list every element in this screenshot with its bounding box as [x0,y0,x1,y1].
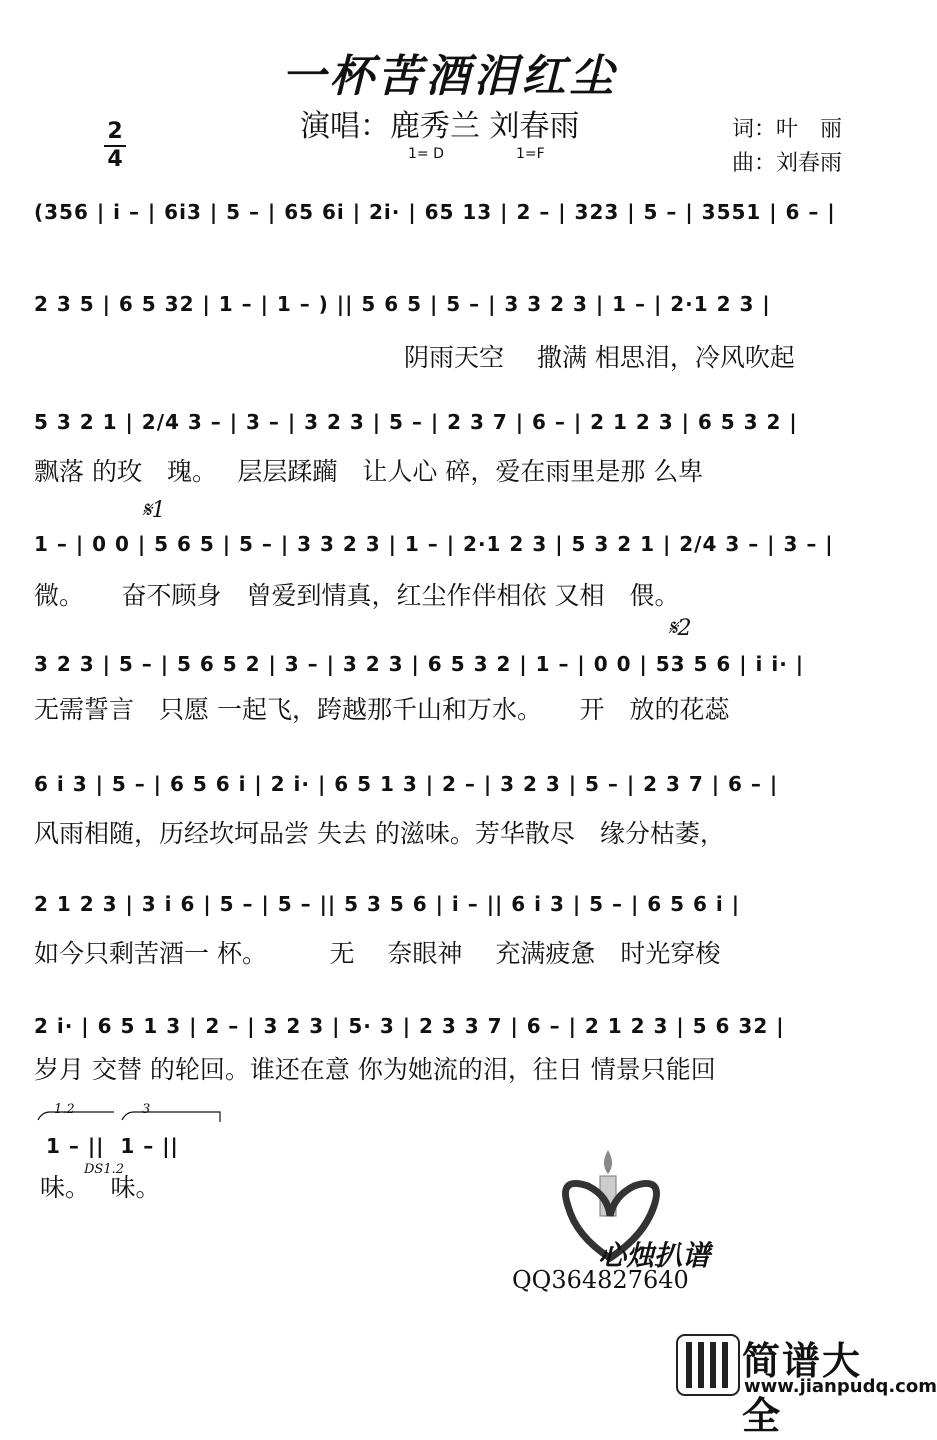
score-row-3-lyrics: 飘落 的玫 瑰。 层层蹂躏 让人心 碎，爱在雨里是那 么卑 [34,457,704,486]
logo-text: 心烛扒谱 [598,1239,711,1272]
lyricist-credit: 词：叶 丽 [732,117,843,142]
song-title: 一杯苦酒泪红尘 [281,51,618,102]
score-row-4-notes: 1 – | 0 0 | 5 6 5 | 5 – | 3 3 2 3 | 1 – | 2·1 2 3 | 5 3 2 1 | 2/4 3 – | 3 – | [34,532,834,556]
score-row-4-lyrics: 微。 奋不顾身 曾爱到情真，红尘作伴相依 又相 偎。 [34,581,680,610]
score-row-5-lyrics: 无需誓言 只愿 一起飞，跨越那千山和万水。 开 放的花蕊 [34,695,730,724]
score-row-7-lyrics: 如今只剩苦酒一 杯。 无 奈眼神 充满疲惫 时光穿梭 [34,939,721,968]
score-row-2-lyrics: 阴雨天空 撒满 相思泪，冷风吹起 [404,343,795,372]
score-row-5-notes: 3 2 3 | 5 – | 5 6 5 2 | 3 – | 3 2 3 | 6 5 3 2 | 1 – | 0 0 | 53 5 6 | i i· | [34,652,805,676]
volta-label-2: 3 [142,1102,151,1117]
score-row-2-notes: 2 3 5 | 6 5 32 | 1 – | 1 – ) || 5 6 5 | 5 – | 3 3 2 3 | 1 – | 2·1 2 3 | [34,292,771,316]
score-row-7-notes: 2 1 2 3 | 3 i 6 | 5 – | 5 – || 5 3 5 6 | i – || 6 i 3 | 5 – | 6 5 6 i | [34,892,740,916]
volta-label-1: 1.2 [54,1102,75,1117]
key-signature-1: 1= D [408,146,444,162]
site-url: www.jianpudq.com [744,1376,937,1397]
time-signature-bottom: 4 [107,147,123,172]
score-row-9-lyrics: 味。 味。 [40,1173,161,1202]
time-signature [104,120,126,172]
score-row-8-lyrics: 岁月 交替 的轮回。谁还在意 你为她流的泪，往日 情景只能回 [34,1055,716,1084]
score-row-6-lyrics: 风雨相随，历经坎坷品尝 失去 的滋味。芳华散尽 缘分枯萎， [34,819,725,848]
score-row-1-notes: (356 | i – | 6i3 | 5 – | 65 6i | 2i· | 65 13 | 2 – | 323 | 5 – | 3551 | 6 – | [34,200,836,224]
segno-sign-2: 𝄋2 [668,616,692,641]
ds-mark: DS1.2 [84,1162,125,1177]
singers-label: 演唱：鹿秀兰 刘春雨 [300,109,580,144]
qq-number: QQ364827640 [512,1266,689,1294]
score-row-3-notes: 5 3 2 1 | 2/4 3 – | 3 – | 3 2 3 | 5 – | 2 3 7 | 6 – | 2 1 2 3 | 6 5 3 2 | [34,410,798,434]
site-name: 简谱大全 [742,1339,863,1438]
composer-credit: 曲：刘春雨 [732,151,843,176]
score-row-9-notes: 1 – || 1 – || [46,1134,179,1158]
score-row-8-notes: 2 i· | 6 5 1 3 | 2 – | 3 2 3 | 5· 3 | 2 3 3 7 | 6 – | 2 1 2 3 | 5 6 32 | [34,1014,785,1038]
time-signature-top: 2 [107,119,123,144]
segno-sign-1: 𝄋1 [142,498,166,523]
score-row-6-notes: 6 i 3 | 5 – | 6 5 6 i | 2 i· | 6 5 1 3 | 2 – | 3 2 3 | 5 – | 2 3 7 | 6 – | [34,772,779,796]
piano-logo-icon [676,1334,740,1396]
key-signature-2: 1=F [516,146,545,162]
